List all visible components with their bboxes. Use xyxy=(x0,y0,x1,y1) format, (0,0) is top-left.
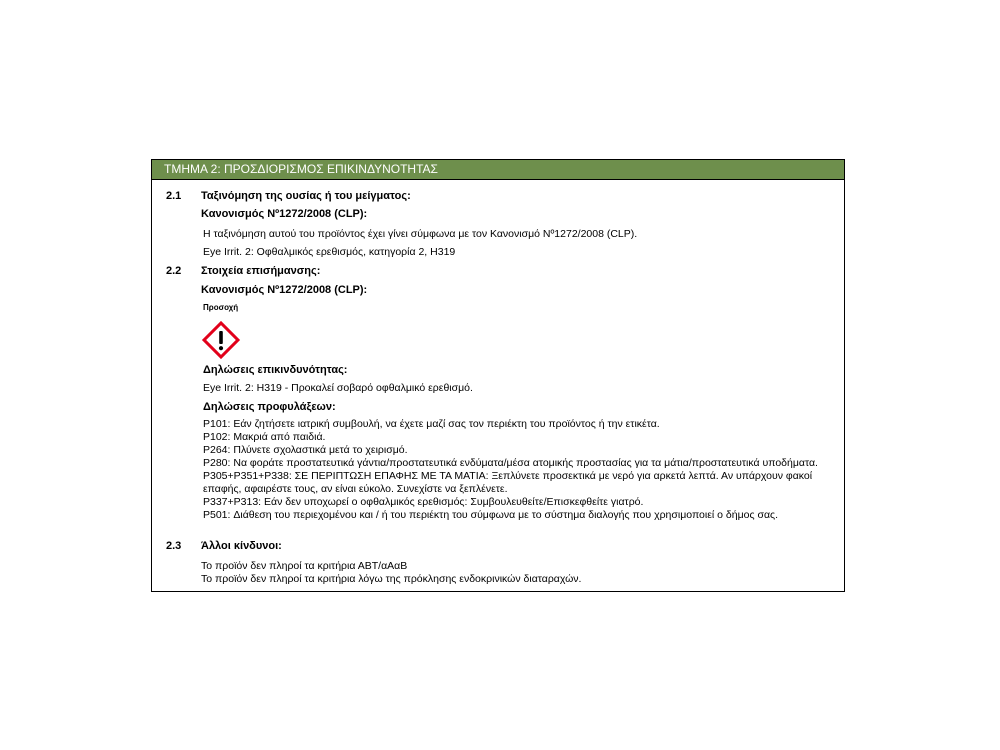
signal-word: Προσοχή xyxy=(203,303,239,312)
precaution-line: P501: Διάθεση του περιεχομένου και / ή του περιέκτη του σύμφωνα με το σύστημα διαλογής που χρησιμοποιεί ο δήμος σας. xyxy=(203,509,778,521)
section-2-1-text-1: Η ταξινόμηση αυτού του προϊόντος έχει γίνει σύμφωνα με τον Κανονισμό Nº1272/2008 (CLP). xyxy=(203,228,638,240)
precaution-line: P337+P313: Εάν δεν υποχωρεί ο οφθαλμικός ερεθισμός: Συμβουλευθείτε/Επισκεφθείτε γιατρό. xyxy=(203,496,644,508)
section-2-3-text-1: Το προϊόν δεν πληροί τα κριτήρια ΑΒΤ/αΑαΒ xyxy=(201,560,408,572)
section-header: ΤΜΗΜΑ 2: ΠΡΟΣΔΙΟΡΙΣΜΟΣ ΕΠΙΚΙΝΔΥΝΟΤΗΤΑΣ xyxy=(152,160,844,180)
section-2-3-text-2: Το προϊόν δεν πληροί τα κριτήρια λόγω της πρόκλησης ενδοκρινικών διαταραχών. xyxy=(201,573,582,585)
precaution-line: P305+P351+P338: ΣΕ ΠΕΡΙΠΤΩΣΗ ΕΠΑΦΗΣ ΜΕ ΤΑ ΜΑΤΙΑ: Ξεπλύνετε προσεκτικά με νερό για αρκετά λεπτά. Αν υπάρχουν φακοί xyxy=(203,470,813,482)
section-2-1-title: Ταξινόμηση της ουσίας ή του μείγματος: xyxy=(201,190,411,202)
section-2-3-title: Άλλοι κίνδυνοι: xyxy=(201,540,282,552)
precaution-line: P101: Εάν ζητήσετε ιατρική συμβουλή, να έχετε μαζί σας τον περιέκτη του προϊόντος ή την ετικέτα. xyxy=(203,418,660,430)
precaution-line: P264: Πλύνετε σχολαστικά μετά το χειρισμό. xyxy=(203,444,408,456)
precaution-line: P102: Μακριά από παιδιά. xyxy=(203,431,326,443)
section-2-2-regulation: Κανονισμός Nº1272/2008 (CLP): xyxy=(201,284,368,296)
section-2-1-text-2: Eye Irrit. 2: Οφθαλμικός ερεθισμός, κατηγορία 2, H319 xyxy=(203,246,456,258)
section-2-1-number: 2.1 xyxy=(166,190,182,202)
section-2-2-title: Στοιχεία επισήμανσης: xyxy=(201,265,321,277)
section-2-3-number: 2.3 xyxy=(166,540,182,552)
section-2-1-regulation: Κανονισμός Nº1272/2008 (CLP): xyxy=(201,208,368,220)
section-2-2-number: 2.2 xyxy=(166,265,182,277)
precaution-line: P280: Να φοράτε προστατευτικά γάντια/προστατευτικά ενδύματα/μέσα ατομικής προστασίας για τα μάτια/προστατευτικά υποδήματα. xyxy=(203,457,818,469)
ghs07-exclamation-icon xyxy=(201,320,241,360)
hazard-statements-title: Δηλώσεις επικινδυνότητας: xyxy=(203,364,348,376)
precaution-line: επαφής, αφαιρέστε τους, αν είναι εύκολο. Συνεχίστε να ξεπλένετε. xyxy=(203,483,508,495)
hazard-statement-text: Eye Irrit. 2: H319 - Προκαλεί σοβαρό οφθαλμικό ερεθισμό. xyxy=(203,382,473,394)
precautionary-statements-title: Δηλώσεις προφυλάξεων: xyxy=(203,401,336,413)
